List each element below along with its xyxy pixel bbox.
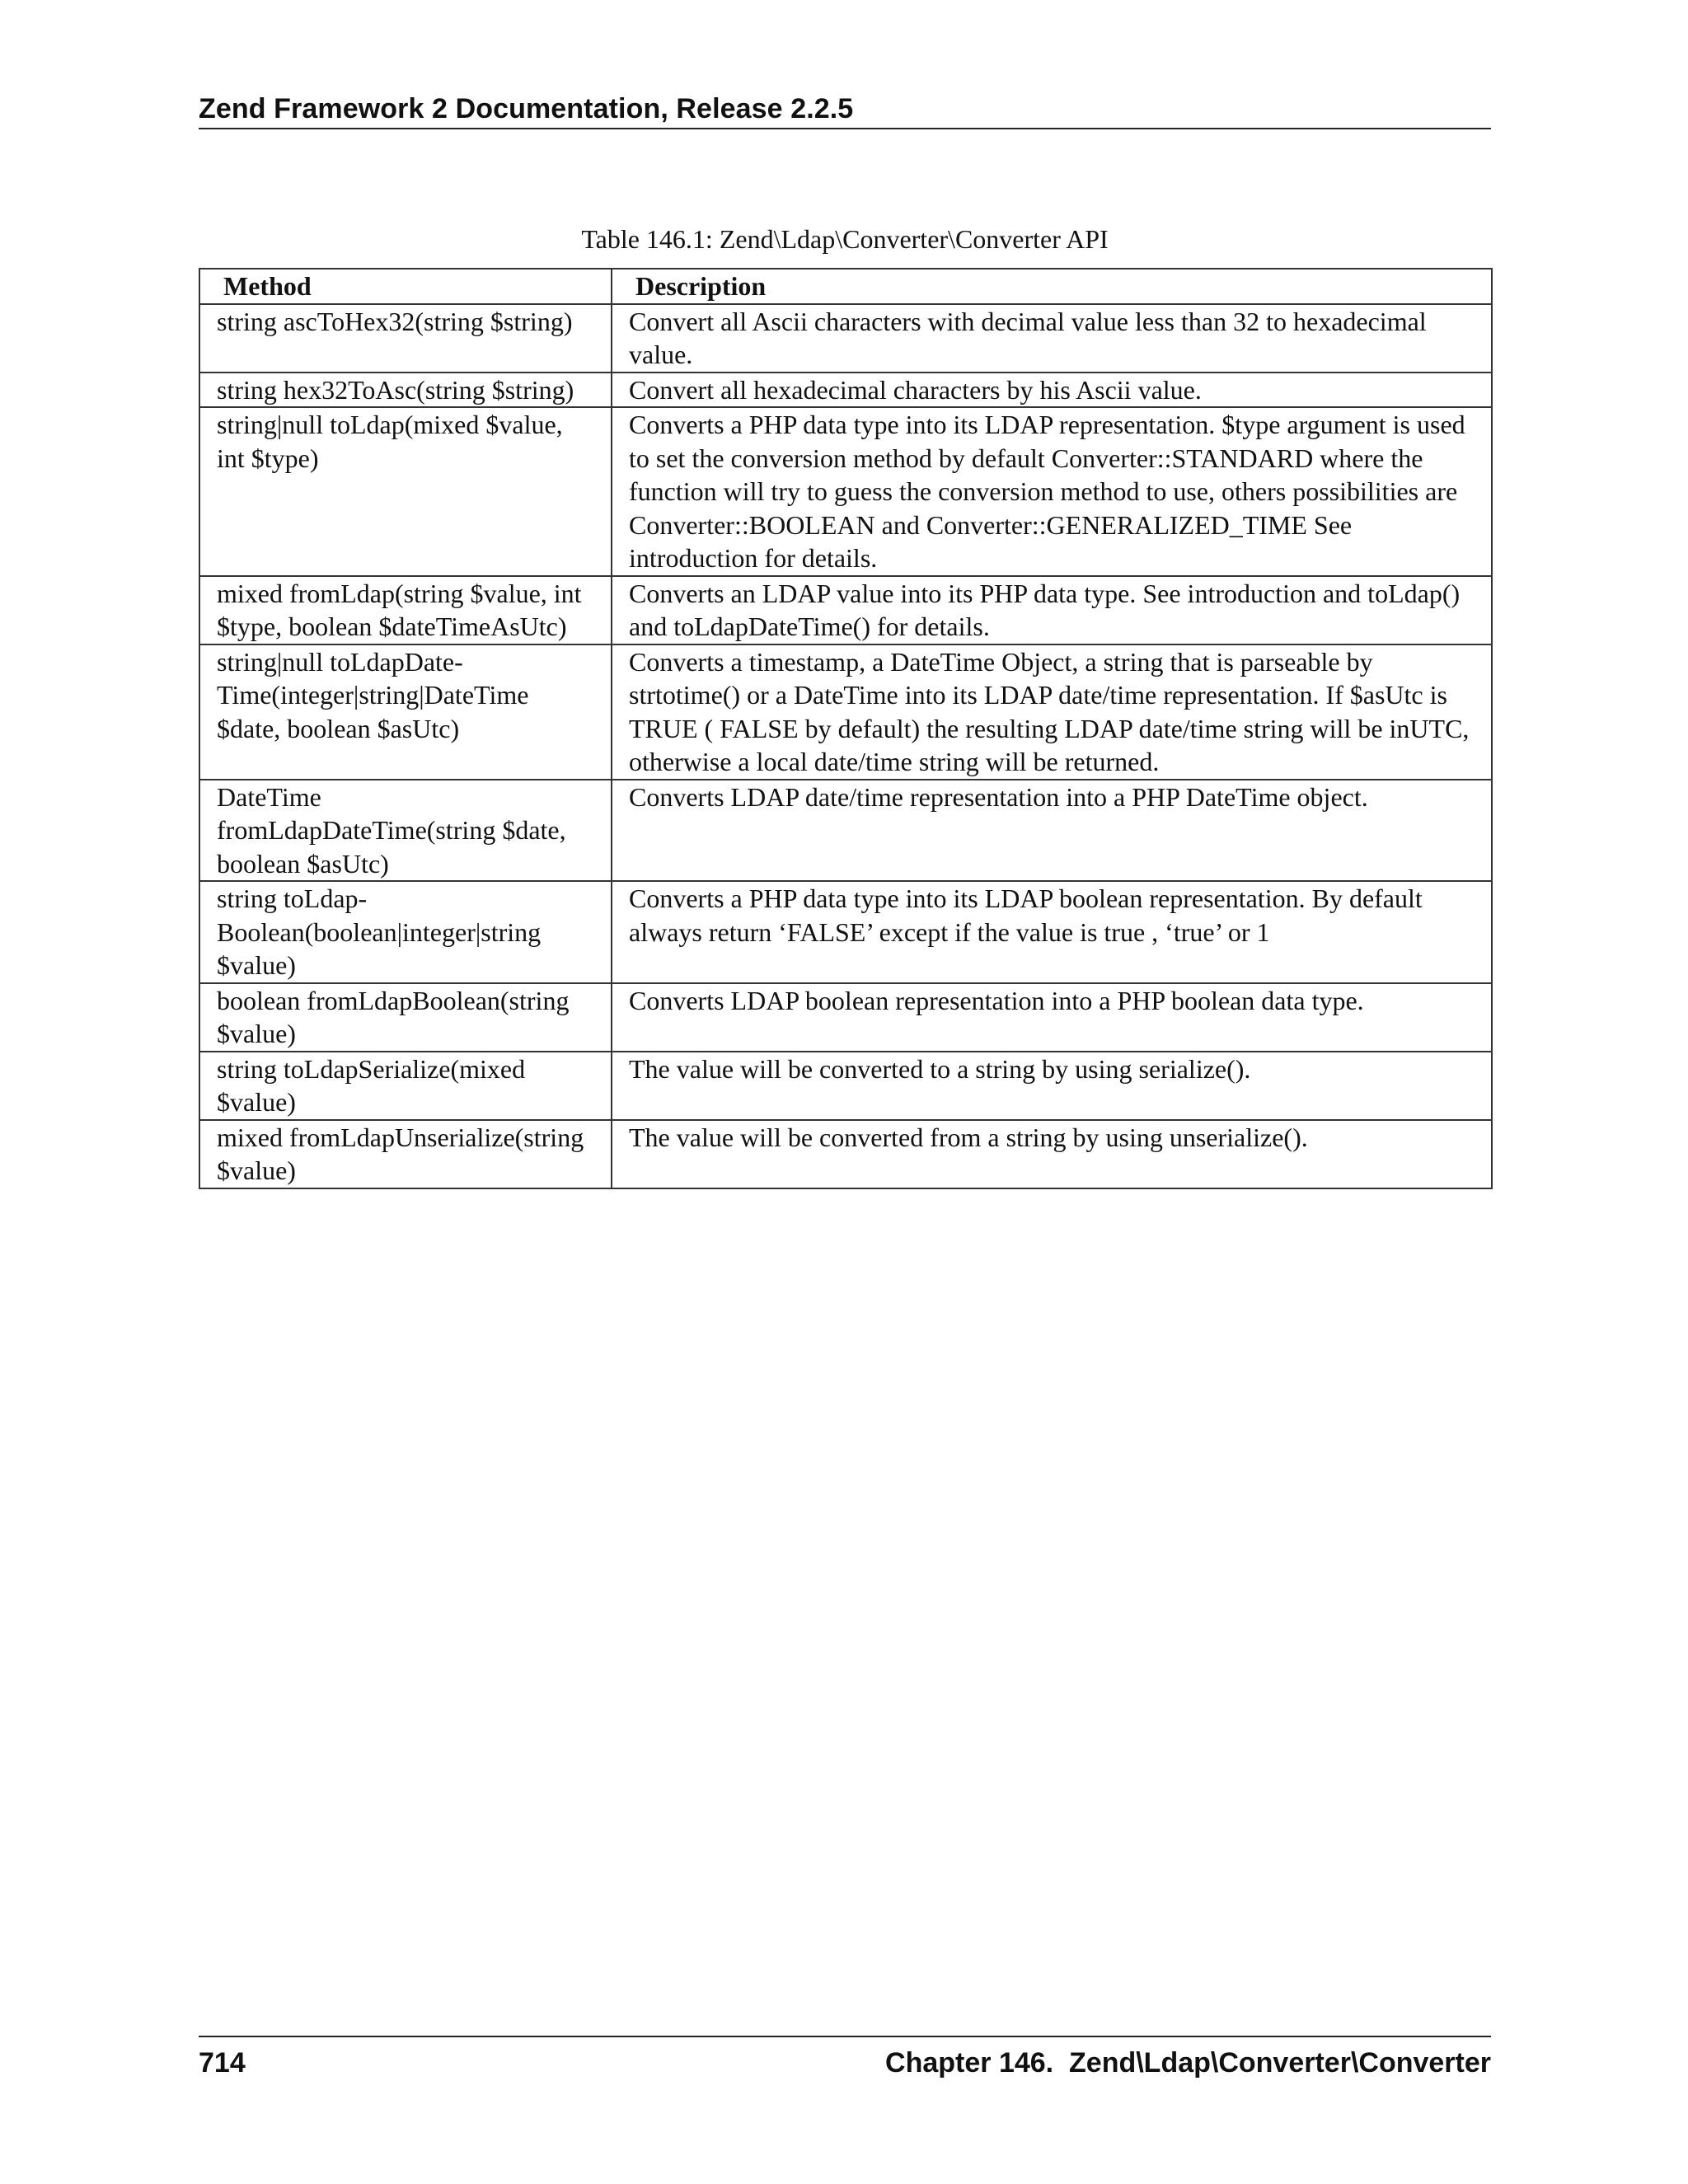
table-row [199,1120,1492,1188]
method-cell: string toLdap- Boolean(boolean|integer|string $value) [199,881,612,983]
table-row [199,373,1492,408]
table-caption: Table 146.1: Zend\Ldap\Converter\Converter API [581,224,1109,254]
table-row [199,780,1492,882]
method-cell: DateTime fromLdapDateTime(string $date, boolean $asUtc) [199,780,612,882]
method-cell: mixed fromLdapUnserialize(string $value) [199,1120,612,1188]
running-header [199,92,1491,129]
api-table [199,268,1493,1189]
table-header-row [199,269,1492,304]
method-cell: boolean fromLdapBoolean(string $value) [199,983,612,1052]
table-row [199,983,1492,1052]
description-cell: The value will be converted from a string by using unserialize(). [612,1120,1492,1188]
table-row [199,304,1492,373]
table-row [199,644,1492,780]
method-cell: string|null toLdap(mixed $value, int $type) [199,407,612,576]
description-cell: Converts a PHP data type into its LDAP representation. $type argument is used to set the conversion method by default Converter::STANDARD where the function will try to guess the conversion method to use, others possibilities are Converter::BOOLEAN and Converter::GENERALIZED_TIME See introduction for details. [612,407,1492,576]
method-cell: string toLdapSerialize(mixed $value) [199,1052,612,1120]
method-cell: mixed fromLdap(string $value, int $type, boolean $dateTimeAsUtc) [199,576,612,644]
running-footer [199,2036,1491,2085]
document-title: Zend Framework 2 Documentation, Release 2.2.5 [199,93,854,124]
method-cell: string|null toLdapDate- Time(integer|string|DateTime $date, boolean $asUtc) [199,644,612,780]
table-row [199,407,1492,576]
method-cell: string ascToHex32(string $string) [199,304,612,373]
description-cell: Converts a PHP data type into its LDAP boolean representation. By default always return ‘FALSE’ except if the value is true , ‘true’ or 1 [612,881,1492,983]
column-header-method: Method [199,269,612,304]
table-row [199,1052,1492,1120]
column-header-description: Description [612,269,1492,304]
description-cell: Converts LDAP date/time representation into a PHP DateTime object. [612,780,1492,882]
description-cell: Converts an LDAP value into its PHP data type. See introduction and toLdap() and toLdapDateTime() for details. [612,576,1492,644]
description-cell: Converts LDAP boolean representation into a PHP boolean data type. [612,983,1492,1052]
table-row [199,881,1492,983]
description-cell: The value will be converted to a string by using serialize(). [612,1052,1492,1120]
description-cell: Convert all Ascii characters with decimal value less than 32 to hexadecimal value. [612,304,1492,373]
table-row [199,576,1492,644]
page-number: 714 [199,2047,246,2079]
description-cell: Converts a timestamp, a DateTime Object, a string that is parseable by strtotime() or a DateTime into its LDAP date/time representation. If $asUtc is TRUE ( FALSE by default) the resulting LDAP date/time string will be inUTC, otherwise a local date/time string will be returned. [612,644,1492,780]
description-cell: Convert all hexadecimal characters by his Ascii value. [612,373,1492,408]
chapter-title: Chapter 146. Zend\Ldap\Converter\Converter [885,2047,1491,2079]
method-cell: string hex32ToAsc(string $string) [199,373,612,408]
